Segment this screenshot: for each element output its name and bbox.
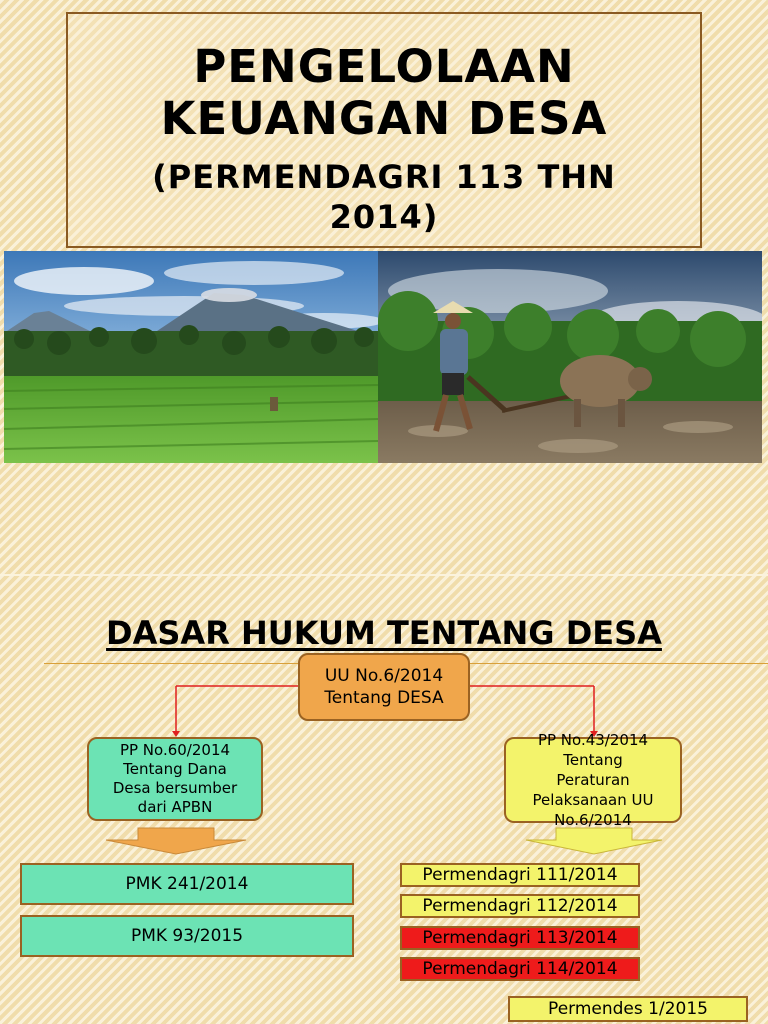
- pp-43-2014-label: PP No.43/2014 Tentang Peraturan Pelaksanaan UU No.6/2014: [532, 731, 654, 829]
- permendagri-label: Permendagri 114/2014: [422, 959, 618, 979]
- slide-title: DASAR HUKUM TENTANG DESA: [106, 614, 662, 652]
- down-arrow-left: [106, 828, 246, 854]
- pmk-label: PMK 93/2015: [130, 926, 244, 946]
- permendes-label: Permendes 1/2015: [548, 999, 708, 1019]
- permendagri-label: Permendagri 112/2014: [422, 896, 618, 916]
- permendes-1-2015-box: [508, 996, 748, 1022]
- pp-43-2014-box: [504, 731, 682, 829]
- permendagri-113-2014-box: [400, 926, 640, 950]
- uu-6-2014-label: UU No.6/2014 Tentang DESA: [324, 666, 444, 708]
- permendagri-111-2014-box: [400, 863, 640, 887]
- subtitle-line-2: 2014): [329, 198, 439, 236]
- title-line-1: PENGELOLAAN: [193, 40, 575, 93]
- uu-6-2014-box: [298, 653, 470, 721]
- pp-60-2014-label: PP No.60/2014 Tentang Dana Desa bersumber dari APBN: [112, 741, 238, 816]
- title-box: [66, 12, 702, 248]
- pmk-241-2014-box: [20, 863, 354, 905]
- title-line-2: KEUANGAN DESA: [160, 92, 608, 145]
- pmk-label: PMK 241/2014: [125, 874, 249, 894]
- down-arrow-right: [526, 828, 662, 854]
- permendagri-label: Permendagri 113/2014: [422, 928, 618, 948]
- subtitle-line-1: (PERMENDAGRI 113 THN: [152, 158, 616, 196]
- rice-field-mountain-photo: [4, 251, 378, 463]
- pmk-93-2015-box: [20, 915, 354, 957]
- permendagri-112-2014-box: [400, 894, 640, 918]
- permendagri-label: Permendagri 111/2014: [422, 865, 618, 885]
- legal-basis-slide: [0, 576, 768, 1024]
- permendagri-114-2014-box: [400, 957, 640, 981]
- pp-60-2014-box: [87, 737, 263, 821]
- farmer-plowing-buffalo-photo: [378, 251, 762, 463]
